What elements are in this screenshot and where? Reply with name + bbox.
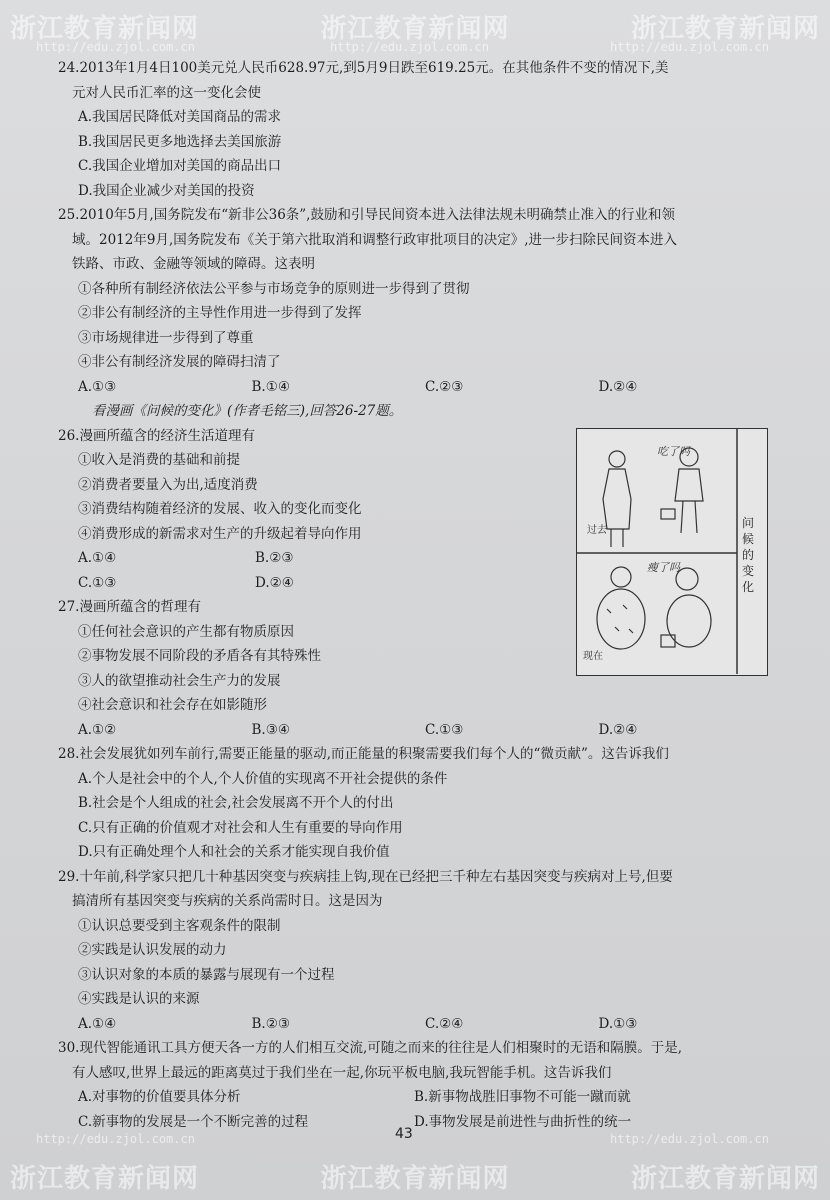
option: D.只有正确处理个人和社会的关系才能实现自我价值 bbox=[78, 844, 390, 860]
statement-item: ①认识总要受到主客观条件的限制 bbox=[78, 917, 281, 934]
option: C.②④ bbox=[425, 1015, 464, 1032]
question-29 bbox=[58, 865, 772, 1037]
option: B.②③ bbox=[251, 1015, 290, 1032]
statement-item: ②消费者要量入为出,适度消费 bbox=[78, 476, 258, 493]
question-stem: 元对人民币汇率的这一变化会使 bbox=[72, 84, 261, 101]
statement-item: ④非公有制经济发展的障碍扫清了 bbox=[78, 354, 281, 370]
statement-item: ③消费结构随着经济的发展、收入的变化而变化 bbox=[78, 501, 362, 517]
watermark-text: 浙江教育新闻网 bbox=[320, 1164, 510, 1194]
watermark-text: 浙江教育新闻网 bbox=[630, 14, 820, 44]
option: A.①③ bbox=[78, 378, 117, 395]
option: C.①③ bbox=[78, 574, 117, 591]
option: D.②④ bbox=[598, 721, 638, 738]
option: A.①② bbox=[78, 721, 117, 738]
question-stem: 26.漫画所蕴含的经济生活道理有 bbox=[58, 427, 255, 444]
option: B.②③ bbox=[255, 550, 294, 566]
option-row bbox=[72, 1085, 772, 1110]
statement-item: ③人的欲望推动社会生产力的发展 bbox=[78, 672, 281, 689]
option: C.我国企业增加对美国的商品出口 bbox=[78, 158, 282, 174]
statement-item: ④实践是认识的来源 bbox=[78, 991, 200, 1007]
question-stem: 28.社会发展犹如列车前行,需要正能量的驱动,而正能量的积聚需要我们每个人的“微贡献”。这告诉我们 bbox=[58, 746, 669, 762]
option-row bbox=[72, 375, 772, 400]
statement-item: ②实践是认识发展的动力 bbox=[78, 942, 227, 958]
speech-top: 吃了吗 bbox=[657, 445, 690, 458]
option: A.我国居民降低对美国商品的需求 bbox=[78, 109, 282, 125]
cartoon-intro: 看漫画《问候的变化》(作者毛铭三),回答26-27题。 bbox=[92, 403, 403, 419]
watermark-url: http://edu.zjol.com.cn bbox=[610, 40, 769, 54]
watermark-text: 浙江教育新闻网 bbox=[320, 14, 510, 44]
option: B.社会是个人组成的社会,社会发展离不开个人的付出 bbox=[78, 795, 394, 811]
option: C.①③ bbox=[425, 721, 464, 738]
figure-past bbox=[603, 448, 703, 547]
figure-present bbox=[597, 567, 711, 649]
cartoon-drawing bbox=[577, 429, 766, 674]
option: A.个人是社会中的个人,个人价值的实现离不开社会提供的条件 bbox=[78, 770, 448, 787]
watermark-row bbox=[0, 1158, 830, 1195]
statement-item: ②非公有制经济的主导性作用进一步得到了发挥 bbox=[78, 305, 362, 321]
option: C.新事物的发展是一个不断完善的过程 bbox=[78, 1113, 309, 1130]
question-30 bbox=[58, 1036, 772, 1134]
watermark-url: http://edu.zjol.com.cn bbox=[610, 1132, 769, 1146]
label-past: 过去 bbox=[587, 525, 607, 536]
question-stem: 搞清所有基因突变与疾病的关系尚需时日。这是因为 bbox=[72, 893, 383, 909]
question-stem: 24.2013年1月4日100美元兑人民币628.97元,到5月9日跌至619.25元。在其他条件不变的情况下,美 bbox=[58, 60, 669, 76]
option: D.②④ bbox=[598, 378, 638, 395]
option-row bbox=[72, 1012, 772, 1037]
option: C.②③ bbox=[425, 378, 464, 395]
watermark-url: http://edu.zjol.com.cn bbox=[36, 40, 195, 54]
option: B.①④ bbox=[251, 378, 290, 395]
question-stem: 有人感叹,世界上最远的距离莫过于我们坐在一起,你玩平板电脑,我玩智能手机。这告诉我们 bbox=[72, 1064, 612, 1081]
option: D.②④ bbox=[255, 574, 294, 591]
statement-item: ②事物发展不同阶段的矛盾各有其特殊性 bbox=[78, 648, 321, 664]
statement-item: ③认识对象的本质的暴露与展现有一个过程 bbox=[78, 966, 335, 983]
watermark-url: http://edu.zjol.com.cn bbox=[330, 40, 489, 54]
cartoon-caption: 问候的变化 bbox=[742, 516, 755, 594]
option: B.我国居民更多地选择去美国旅游 bbox=[78, 133, 282, 150]
statement-item: ④社会意识和社会存在如影随形 bbox=[78, 697, 267, 713]
statement-item: ①各种所有制经济依法公平参与市场竞争的原则进一步得到了贯彻 bbox=[78, 280, 470, 297]
option: D.我国企业减少对美国的投资 bbox=[78, 182, 255, 199]
question-stem: 25.2010年5月,国务院发布“新非公36条”,鼓励和引导民间资本进入法律法规未明确禁止准入的行业和领 bbox=[58, 207, 675, 223]
option: A.①④ bbox=[78, 1015, 117, 1032]
option-row bbox=[72, 718, 772, 743]
statement-item: ①收入是消费的基础和前提 bbox=[78, 452, 240, 468]
option: B.新事物战胜旧事物不可能一蹴而就 bbox=[414, 1089, 631, 1105]
question-stem: 30.现代智能通讯工具方便天各一方的人们相互交流,可随之而来的往往是人们相聚时的无语和隔膜。于是, bbox=[58, 1040, 683, 1056]
option: A.①④ bbox=[78, 550, 117, 566]
speech-bottom: 瘦了吗 bbox=[647, 561, 680, 574]
cartoon-illustration bbox=[576, 428, 768, 676]
statement-item: ①任何社会意识的产生都有物质原因 bbox=[78, 623, 294, 640]
option: D.事物发展是前进性与曲折性的统一 bbox=[414, 1113, 632, 1130]
question-stem: 27.漫画所蕴含的哲理有 bbox=[58, 599, 201, 615]
question-stem: 域。2012年9月,国务院发布《关于第六批取消和调整行政审批项目的决定》,进一步扫除民间资本进入 bbox=[72, 231, 678, 248]
statement-item: ④消费形成的新需求对生产的升级起着导向作用 bbox=[78, 525, 362, 542]
question-stem: 29.十年前,科学家只把几十种基因突变与疾病挂上钩,现在已经把三千种左右基因突变与疾病对上号,但要 bbox=[58, 868, 673, 885]
option: C.只有正确的价值观才对社会和人生有重要的导向作用 bbox=[78, 819, 403, 836]
statement-item: ③市场规律进一步得到了尊重 bbox=[78, 329, 254, 346]
watermark-text: 浙江教育新闻网 bbox=[630, 1164, 820, 1194]
option: A.对事物的价值要具体分析 bbox=[78, 1089, 241, 1105]
option-row bbox=[72, 1110, 772, 1135]
question-28 bbox=[58, 742, 772, 865]
watermark-url: http://edu.zjol.com.cn bbox=[36, 1132, 195, 1146]
page-number: 43 bbox=[395, 1126, 413, 1142]
label-present: 现在 bbox=[583, 651, 603, 662]
question-stem: 铁路、市政、金融等领域的障碍。这表明 bbox=[72, 256, 315, 272]
option: B.③④ bbox=[251, 721, 290, 738]
question-24 bbox=[58, 56, 772, 203]
question-25 bbox=[58, 203, 772, 399]
watermark-text: 浙江教育新闻网 bbox=[10, 1164, 200, 1194]
watermark-text: 浙江教育新闻网 bbox=[10, 14, 200, 44]
option: D.①③ bbox=[598, 1015, 638, 1032]
